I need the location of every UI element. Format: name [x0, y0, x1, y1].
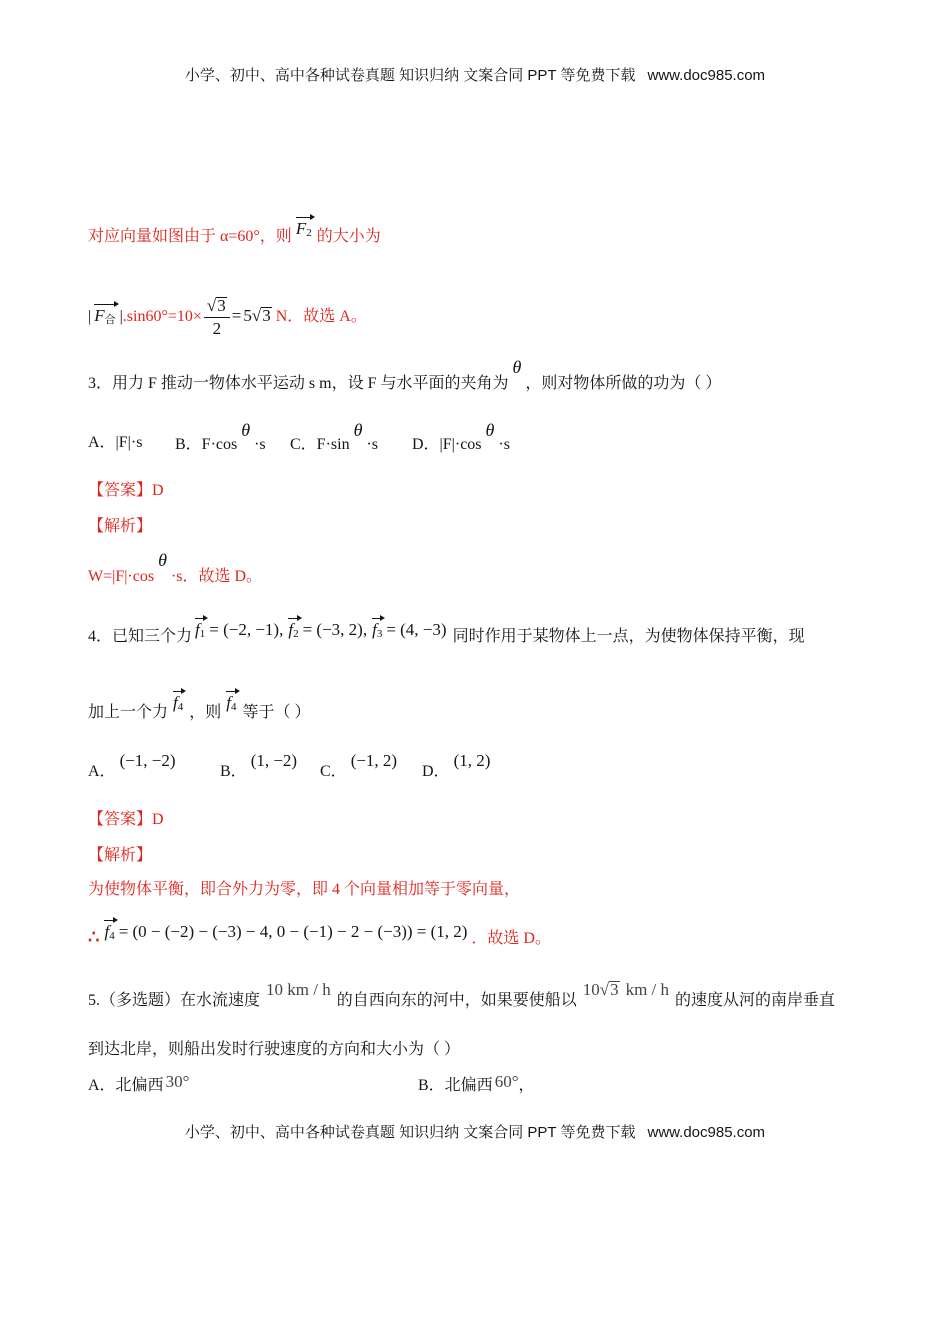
radicand: 3	[262, 306, 271, 326]
vector-F-resultant	[93, 306, 117, 325]
vector-F-resultant-symbol	[93, 307, 117, 327]
speed-coefficient: 10	[582, 980, 600, 999]
vector-f4	[225, 691, 238, 715]
vector-letter: F	[295, 219, 307, 238]
option-value: (1, 2)	[453, 751, 491, 770]
vector-f1	[194, 621, 207, 641]
stem-text: ，则对物体所做的功为（ ）	[525, 375, 722, 392]
stem-text: 4．已知三个力	[88, 628, 193, 645]
analysis-text: W=|F|·cos	[88, 568, 155, 585]
vector-f3	[371, 621, 384, 641]
question-4-stem-line-1	[88, 620, 805, 648]
vector-letter: f	[372, 620, 377, 639]
theta-symbol: θ	[241, 420, 251, 440]
question-3-option-d	[412, 420, 510, 455]
footer-text: 小学、初中、高中各种试卷真题 知识归纳 文案合同 PPT 等免费下载	[184, 1124, 636, 1141]
stem-text: 的自西向东的河中，如果要使船以	[336, 992, 577, 1009]
page-footer	[0, 1121, 950, 1145]
stem-text: 加上一个力	[88, 704, 169, 721]
option-value: (1, −2)	[250, 751, 298, 770]
vector-value: = (−2, −1),	[209, 620, 284, 639]
radicand: 3	[610, 980, 619, 999]
option-text: D．|F|·cos	[412, 436, 482, 453]
theta-symbol: θ	[353, 420, 363, 440]
conclusion-text: ．故选 D。	[471, 930, 551, 947]
vector-f4-symbol	[103, 923, 116, 943]
vector-subscript: 4	[177, 701, 184, 713]
calc-text: .sin60°=10×	[122, 308, 202, 326]
option-label: A．	[88, 763, 116, 780]
question-3-option-a	[88, 431, 142, 455]
result-coefficient: 5	[243, 306, 252, 326]
vector-letter: f	[226, 693, 231, 712]
fraction-sqrt3-over-2	[204, 296, 230, 339]
option-text: C．F·sin	[290, 436, 350, 453]
option-text: ·s	[254, 436, 266, 453]
header-url: www.doc985.com	[647, 67, 766, 84]
vector-letter: f	[104, 922, 110, 941]
footer-url: www.doc985.com	[647, 1124, 766, 1141]
vector-subscript: 3	[376, 628, 383, 640]
vector-subscript: 2	[306, 227, 312, 239]
page-header	[0, 64, 950, 88]
vector-letter: f	[195, 620, 200, 639]
vector-F2-symbol	[295, 220, 314, 240]
option-text: B．F·cos	[175, 436, 238, 453]
vector-subscript: 2	[293, 628, 299, 640]
question-4-analysis-line-1: 为使物体平衡，即合外力为零，即 4 个向量相加等于零向量，	[88, 881, 521, 898]
f4-formula	[103, 920, 467, 944]
solution-text: 对应向量如图由于 α=60°，则	[88, 228, 292, 245]
theta-symbol: θ	[158, 550, 167, 570]
option-value: (−1, 2)	[350, 751, 398, 770]
vector-letter: f	[173, 693, 178, 712]
solution-line-calculation	[88, 296, 367, 338]
option-value: (−1, −2)	[119, 751, 176, 770]
question-5-stem-line-1	[88, 980, 836, 1012]
question-3-analysis-label: 【解析】	[88, 518, 153, 535]
vector-letter: F	[94, 306, 105, 326]
theta-symbol: θ	[512, 357, 522, 377]
question-3-option-b	[175, 420, 266, 455]
question-5-option-a	[88, 1073, 189, 1097]
question-4-option-a	[88, 751, 176, 783]
fraction-denominator: 2	[212, 319, 222, 338]
question-3-option-c	[290, 420, 378, 455]
question-4-answer: 【答案】D	[88, 811, 164, 828]
question-4-option-b	[220, 751, 298, 783]
vector-subscript: 合	[104, 314, 116, 327]
question-4-option-d	[422, 751, 491, 783]
vector-F2	[295, 217, 314, 241]
fraction-numerator	[204, 296, 230, 318]
option-text: ·s	[498, 436, 510, 453]
analysis-text: ·s．故选 D。	[170, 568, 263, 585]
speed-unit: km / h	[625, 980, 670, 999]
stem-text: 5.（多选题）在水流速度	[88, 992, 261, 1009]
stem-text: 3．用力 F 推动一物体水平运动 s m，设 F 与水平面的夹角为	[88, 375, 509, 392]
radical-sign: √	[599, 980, 610, 999]
conclusion-text: N．故选 A。	[275, 308, 367, 326]
forces-formula	[194, 618, 447, 642]
river-speed: 10 km / h	[266, 980, 331, 999]
question-5-stem-line-2: 到达北岸，则船出发时行驶速度的方向和大小为（ ）	[88, 1041, 461, 1058]
vector-f4-symbol	[225, 694, 238, 714]
option-value: 60°	[494, 1072, 519, 1091]
vector-f4-symbol	[172, 694, 185, 714]
equals-sign: =	[231, 306, 242, 326]
question-4-stem-line-2	[88, 693, 311, 724]
question-4-analysis-line-2	[88, 922, 551, 949]
theta-symbol: θ	[485, 420, 495, 440]
option-punctuation: ，	[518, 1077, 535, 1094]
solution-line-magnitude	[88, 219, 381, 248]
option-label: C．	[320, 763, 347, 780]
stem-text: 的速度从河的南岸垂直	[675, 992, 836, 1009]
stem-text: ，则	[189, 704, 222, 721]
option-text: A．|F|·s	[88, 434, 143, 451]
result-5-sqrt3	[243, 306, 271, 325]
vector-value: = (−3, 2),	[302, 620, 368, 639]
question-3-analysis	[88, 550, 263, 587]
option-label: D．	[422, 763, 450, 780]
vector-subscript: 1	[199, 628, 206, 640]
vector-subscript: 4	[109, 930, 115, 942]
vector-f4	[172, 691, 185, 715]
option-label: A．北偏西	[88, 1077, 164, 1094]
option-value: 30°	[165, 1072, 190, 1091]
question-3-stem	[88, 357, 722, 394]
question-4-option-c	[320, 751, 398, 783]
option-text: ·s	[366, 436, 378, 453]
vector-value: = (4, −3)	[386, 620, 447, 639]
stem-text: 等于（ ）	[242, 704, 311, 721]
option-label: B．北偏西	[418, 1077, 493, 1094]
vector-f2	[287, 621, 300, 641]
formula-text: = (0 − (−2) − (−3) − 4, 0 − (−1) − 2 − (−3)) = (1, 2)	[118, 922, 468, 941]
question-3-answer: 【答案】D	[88, 482, 164, 499]
boat-speed	[583, 978, 669, 1002]
header-text: 小学、初中、高中各种试卷真题 知识归纳 文案合同 PPT 等免费下载	[184, 67, 636, 84]
therefore-symbol: ∴	[88, 927, 100, 947]
stem-text: 同时作用于某物体上一点，为使物体保持平衡，现	[452, 628, 805, 645]
vector-subscript: 4	[231, 701, 237, 713]
vector-letter: f	[288, 620, 294, 639]
question-5-option-b	[418, 1073, 535, 1097]
radical-sign: √	[251, 306, 262, 326]
option-label: B．	[220, 763, 247, 780]
radicand: 3	[217, 296, 226, 315]
abs-bar-open: |	[88, 308, 92, 326]
abs-bar-close: |	[119, 308, 123, 326]
solution-text: 的大小为	[316, 228, 381, 245]
radical-sign: √	[206, 296, 217, 315]
question-4-analysis-label: 【解析】	[88, 847, 153, 864]
